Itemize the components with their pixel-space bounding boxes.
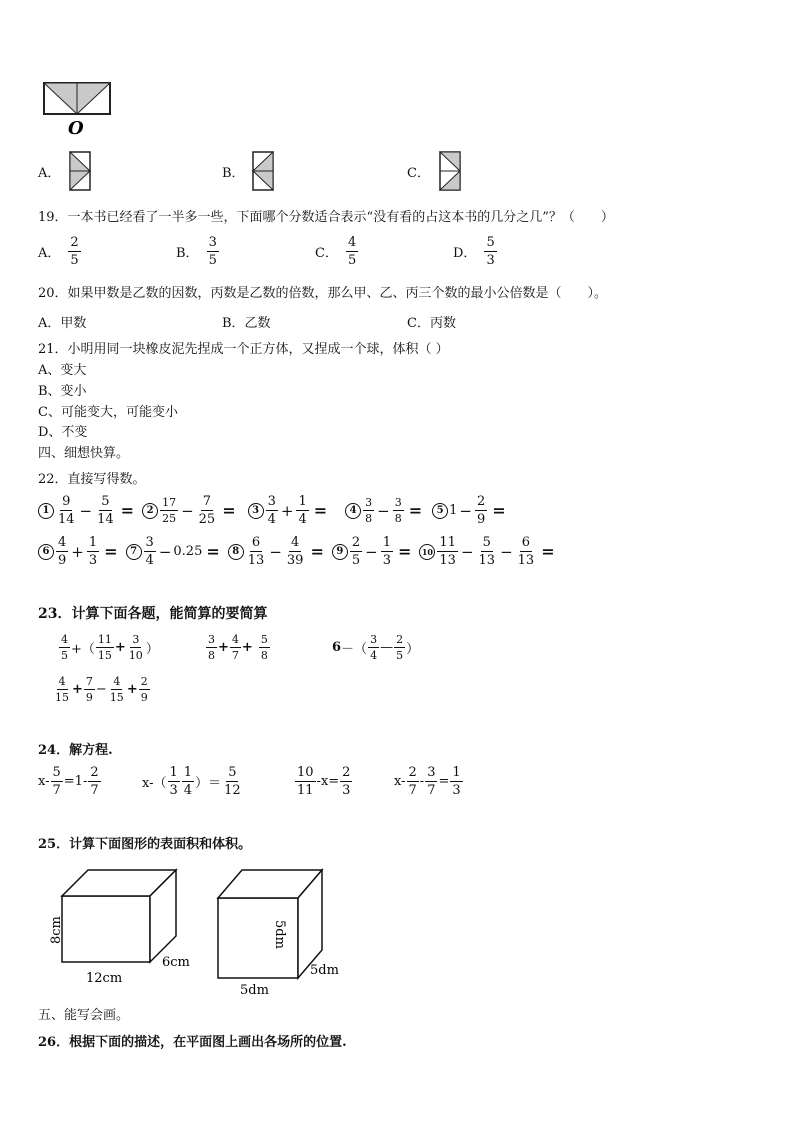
section-5-heading: 五、能写会画。 — [38, 1008, 130, 1023]
q23-stem: 23．计算下面各题，能简算的要简算 — [38, 606, 268, 622]
q19-a-letter: A． — [38, 246, 61, 261]
q19-d-letter: D． — [453, 246, 477, 261]
q18-option-c-letter: C． — [407, 165, 430, 181]
q22-item-1[interactable]: 1 $\frac{9}{14}$ − $\frac{5}{14}$ = — [38, 495, 138, 526]
q25-cube-edge-c: 5dm — [240, 983, 269, 998]
q25-cube-edge-b: 5dm — [310, 963, 339, 978]
q21-option-a[interactable]: A、变大 — [38, 363, 87, 378]
q18-option-c-figure — [438, 150, 462, 192]
q25-cube-edge-a: 5dm — [272, 920, 287, 949]
q22-item-2[interactable]: 2 $\frac{17}{25}$ − $\frac{7}{25}$ = — [142, 495, 240, 526]
q21-option-b[interactable]: B、变小 — [38, 384, 87, 399]
q22-item-7[interactable]: 7 $\frac{3}{4}$ − 0.25 = — [126, 536, 224, 567]
q19-a-fraction: $\frac{2}{5}$ — [70, 235, 79, 268]
section-4-heading: 四、细想快算。 — [38, 446, 130, 461]
q25-stem: 25．计算下面图形的表面积和体积。 — [38, 837, 252, 852]
q18-option-a-figure — [68, 150, 92, 192]
q20-stem: 20．如果甲数是乙数的因数，丙数是乙数的倍数，那么甲、乙、丙三个数的最小公倍数是（ ）。 — [38, 286, 608, 301]
q24-equation-1[interactable]: x- $\frac{5}{7}$ =1- $\frac{2}{7}$ — [38, 765, 99, 798]
q23-expr-4[interactable]: $\frac{4}{15}$ + $\frac{7}{9}$ − $\frac{4}{15}$ + $\frac{2}{9}$ — [55, 675, 148, 704]
q20-option-b[interactable]: B．乙数 — [222, 316, 271, 331]
q19-option-d[interactable] — [453, 236, 498, 267]
q25-cuboid-figure — [40, 862, 200, 987]
q22-item-4[interactable]: 4 $\frac{3}{8}$ − $\frac{3}{8}$ = — [345, 497, 426, 524]
q22-item-6[interactable]: 6 $\frac{4}{9}$ + $\frac{1}{3}$ = — [38, 536, 122, 567]
q19-c-letter: C． — [315, 246, 338, 261]
q22-row-1 — [38, 495, 510, 526]
q22-row-2 — [38, 536, 559, 567]
q18-option-b[interactable] — [222, 150, 275, 192]
q18-option-a-letter: A． — [38, 165, 61, 181]
q21-option-d[interactable]: D、不变 — [38, 425, 88, 440]
q19-stem: 19．一本书已经看了一半多一些，下面哪个分数适合表示“没有看的占这本书的几分之几”？（ ） — [38, 210, 614, 225]
q19-option-a[interactable] — [38, 236, 82, 267]
q19-b-letter: B． — [176, 246, 199, 261]
q24-stem: 24．解方程. — [38, 743, 113, 758]
q24-equation-2[interactable]: x-（ $\frac{1}{3}$ $\frac{1}{4}$ ）＝ $\frac{5}{12}$ — [142, 765, 241, 798]
q24-equation-3[interactable]: $\frac{10}{11}$ -x= $\frac{2}{3}$ — [297, 765, 351, 798]
q21-option-c[interactable]: C、可能变大，可能变小 — [38, 405, 178, 420]
q20-option-a[interactable]: A．甲数 — [38, 316, 87, 331]
q19-c-fraction: $\frac{4}{5}$ — [347, 235, 357, 268]
q19-d-fraction: $\frac{5}{3}$ — [486, 235, 495, 268]
q22-item-8[interactable]: 8 $\frac{6}{13}$ − $\frac{4}{39}$ = — [228, 536, 328, 567]
q18-option-b-figure — [251, 150, 275, 192]
q22-stem: 22．直接写得数。 — [38, 472, 146, 487]
q19-option-b[interactable] — [176, 236, 220, 267]
q25-cuboid-length: 12cm — [86, 971, 123, 986]
q18-o-label: O — [68, 118, 84, 136]
q18-original-figure — [40, 80, 115, 136]
q23-expr-1[interactable]: $\frac{4}{5}$ +（ $\frac{11}{15}$ + $\frac{3}{10}$ ） — [61, 633, 159, 662]
q23-expr-3[interactable]: 6 －（ $\frac{3}{4}$ — $\frac{2}{5}$ ） — [332, 633, 420, 662]
q25-cuboid-width: 6cm — [162, 955, 190, 970]
q24-equation-4[interactable]: x- $\frac{2}{7}$ - $\frac{3}{7}$ = $\frac{1}{3}$ — [394, 765, 461, 798]
q25-cuboid-height: 8cm — [49, 916, 64, 944]
q22-item-3[interactable]: 3 $\frac{3}{4}$ + $\frac{1}{4}$ = — [248, 495, 332, 526]
q22-item-5[interactable]: 5 1 − $\frac{2}{9}$ = — [432, 495, 510, 526]
q19-b-fraction: $\frac{3}{5}$ — [208, 235, 217, 268]
q18-option-a[interactable] — [38, 150, 92, 192]
q18-option-b-letter: B． — [222, 165, 245, 181]
q23-expr-2[interactable]: $\frac{3}{8}$ + $\frac{4}{7}$ + $\frac{5}{8}$ — [208, 633, 268, 662]
q21-stem: 21．小明用同一块橡皮泥先捏成一个正方体，又捏成一个球，体积（ ） — [38, 342, 449, 357]
q22-item-10[interactable]: 10 $\frac{11}{13}$ − $\frac{5}{13}$ − $\frac{6}{13}$ = — [419, 536, 558, 567]
q25-cube-figure — [210, 864, 350, 999]
q19-option-c[interactable] — [315, 236, 359, 267]
q20-option-c[interactable]: C．丙数 — [407, 316, 456, 331]
q26-stem: 26．根据下面的描述，在平面图上画出各场所的位置. — [38, 1035, 347, 1050]
q22-item-9[interactable]: 9 $\frac{2}{5}$ − $\frac{1}{3}$ = — [332, 536, 416, 567]
q18-option-c[interactable] — [407, 150, 462, 192]
